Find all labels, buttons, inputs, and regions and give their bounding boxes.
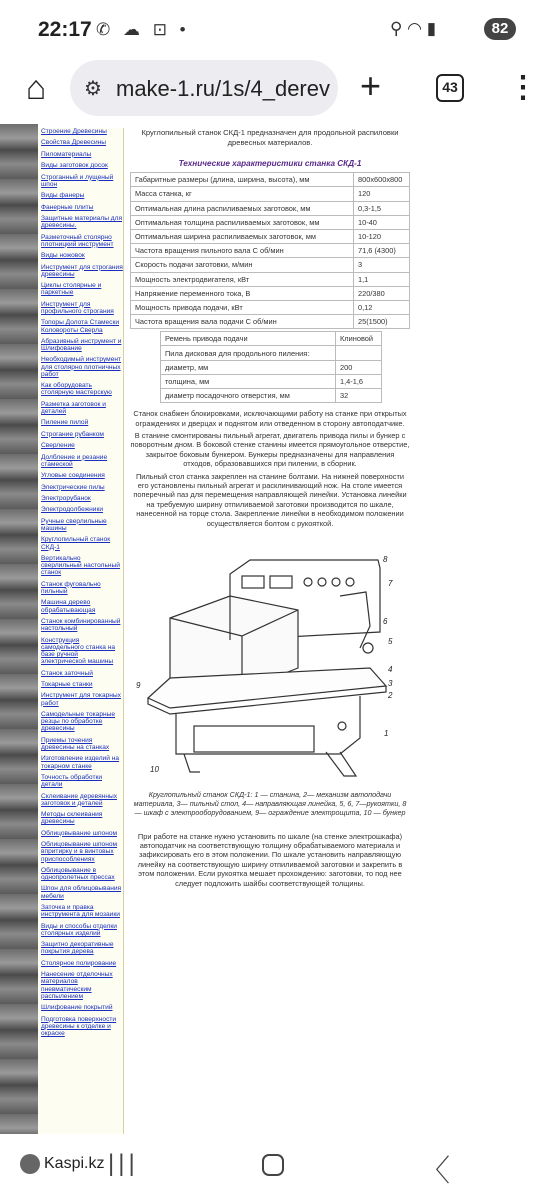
label-5: 5 [388, 637, 393, 647]
label-6: 6 [383, 617, 388, 627]
spec-value: 32 [336, 389, 382, 403]
kaspi-logo-icon [20, 1154, 40, 1174]
spec-label: Ремень привода подачи [161, 332, 336, 346]
spec-value: 120 [354, 187, 410, 201]
sidebar-link[interactable]: Подготовка поверхности древесины к отделке и окраске [41, 1015, 117, 1038]
label-8: 8 [383, 555, 388, 565]
stand-door [194, 726, 314, 752]
cabinet-knob-3 [332, 578, 340, 586]
spec-row [161, 346, 382, 360]
clock: 22:17 [38, 18, 92, 41]
sidebar-link[interactable]: Строгание рубанком [41, 430, 104, 438]
cabinet-knob-4 [346, 578, 354, 586]
article-intro: Круглопильный станок СКД-1 предназначен для продольной распиловки древесных материалов. [141, 128, 399, 147]
sidebar-link[interactable]: Пиление пилой [41, 419, 89, 427]
sidebar-link[interactable]: Шпон для облицовывания мебели [41, 885, 122, 900]
recents-icon[interactable]: ||| [108, 1150, 139, 1177]
arm [340, 592, 370, 648]
spec-value [336, 346, 382, 360]
notification-icons: ✆ ☁ ⊡ • [96, 20, 190, 39]
label-10: 10 [150, 765, 159, 775]
spec-row [161, 374, 382, 388]
spec-value: 25(1500) [354, 315, 410, 329]
sidebar-link[interactable]: Облицовывание шпоном впритирку и в винтовых приспособлениях [41, 841, 118, 863]
sidebar-link[interactable]: Приемы точения древесины на станках [41, 736, 110, 751]
spec-label: Пила дисковая для продольного пиления: [161, 346, 336, 360]
spec-row [131, 229, 410, 243]
status-bar [0, 0, 553, 58]
sidebar-link[interactable]: Заточка и правка инструмента для мозаики [41, 904, 120, 919]
sidebar-link[interactable]: Нанесение отделочных материалов пневматическим распылением [41, 971, 113, 1000]
url-text[interactable]: make-1.ru/1s/4_derev [116, 76, 330, 101]
spec-value: 3 [354, 258, 410, 272]
spec-row [131, 315, 410, 329]
article [130, 128, 410, 888]
decorative-photo-strip [0, 124, 38, 1134]
address-bar[interactable] [70, 60, 338, 116]
sidebar-link[interactable]: Долбление и резание стамеской [41, 453, 108, 468]
spec-row [131, 300, 410, 314]
new-tab-icon[interactable]: + [360, 65, 382, 106]
sidebar-link[interactable]: Виды ножовок [41, 252, 85, 260]
spec-value: Клиновой [336, 332, 382, 346]
sidebar-link[interactable]: Сверление [41, 442, 75, 450]
paragraph-operation: При работе на станке нужно установить по шкале (на стенке электрошкафа) автоподатчик на соответствующую толщину обрабатываемого материала и зафиксировать его в этом положении. По шкале установить направляющую линейку на соответствующую ширину отпиливаемой заготовки и закрепить в этом положении. Если рукоятка мешает прохождению: заготовки, то под нее следует подложить шайбы соответствующей толщины. [137, 831, 403, 888]
sidebar-link[interactable]: Станок комбинированный настольный [41, 617, 121, 633]
spec-value: 0,3-1,5 [354, 201, 410, 215]
stand-foot-left [184, 754, 200, 772]
spec-row [131, 201, 410, 215]
spec-row [131, 215, 410, 229]
spec-title: Технические характеристики станка СКД-1 [178, 159, 362, 169]
spec-label: Мощность электродвигателя, кВт [131, 272, 354, 286]
spec-value: 220/380 [354, 286, 410, 300]
label-4: 4 [388, 665, 393, 675]
spec-value: 0,12 [354, 300, 410, 314]
spec-label: Мощность привода подачи, кВт [131, 300, 354, 314]
sidebar-link[interactable]: Ручные сверлильные машины [41, 517, 107, 532]
spec-label: диаметр посадочного отверстия, мм [161, 389, 336, 403]
label-7: 7 [388, 579, 393, 589]
cabinet-knob-1 [304, 578, 312, 586]
site-settings-icon[interactable]: ⚙ [84, 78, 102, 100]
sidebar-link[interactable]: Циклы столярные и паркетные [41, 282, 102, 297]
cabinet-window-1 [242, 576, 264, 588]
spec-value: 200 [336, 360, 382, 374]
system-icons: ⚲ ◠ ▮ [390, 19, 437, 38]
sidebar-link[interactable]: Топоры Долота Стамески Коловороты Сверла [41, 319, 120, 334]
sidebar-link[interactable]: Электрические пилы [41, 483, 105, 491]
tab-switcher-button[interactable]: 43 [436, 74, 464, 102]
spec-row [131, 286, 410, 300]
machine-drawing-svg [130, 540, 410, 788]
sidebar-link[interactable]: Самодельные токарные резцы по обработке древесины [41, 710, 116, 733]
sidebar-link[interactable]: Вертикально сверлильный настольный станок [41, 554, 120, 577]
kaspi-label: Kaspi.kz [44, 1155, 105, 1173]
sidebar-link[interactable]: Строение Древесины [41, 128, 107, 135]
sidebar-link[interactable]: Защитно декоративные покрытия дерева [41, 941, 114, 956]
sidebar-nav [38, 128, 124, 1134]
nav-home-icon[interactable] [262, 1154, 284, 1176]
sidebar-link[interactable]: Шлифование покрытий [41, 1004, 113, 1012]
sidebar-link[interactable]: Токарные станки [41, 680, 93, 688]
spec-label: диаметр, мм [161, 360, 336, 374]
sidebar-link[interactable]: Станок фуговально пильный [41, 580, 101, 595]
sidebar-link[interactable]: Методы склеивания древесины [41, 811, 103, 826]
spec-value: 10-40 [354, 215, 410, 229]
spec-label: Напряжение переменного тока, В [131, 286, 354, 300]
spec-value: 71,6 (4300) [354, 244, 410, 258]
label-9: 9 [136, 681, 141, 691]
spec-row [131, 272, 410, 286]
sidebar-link[interactable]: Электродолбежники [41, 506, 104, 514]
spec-row [161, 360, 382, 374]
spec-label: толщина, мм [161, 374, 336, 388]
spec-label: Масса станка, кг [131, 187, 354, 201]
spec-label: Частота вращения пильного вала С об/мин [131, 244, 354, 258]
sidebar-link[interactable]: Абразивный инструмент и Шлифование [41, 337, 122, 353]
spec-label: Оптимальная длина распиливаемых заготовок, мм [131, 201, 354, 215]
spec-label: Габаритные размеры (длина, ширина, высота), мм [131, 173, 354, 187]
spec-label: Оптимальная толщина распиливаемых заготовок, мм [131, 215, 354, 229]
spec-value: 1,1 [354, 272, 410, 286]
spec-label: Частота вращения вала подачи С об/мин [131, 315, 354, 329]
sidebar-link[interactable]: Свойства Древесины [41, 139, 107, 147]
sidebar-link[interactable]: Станок заточный [41, 669, 93, 677]
spec-value: 1,4-1,6 [336, 374, 382, 388]
machine-drawing [130, 540, 410, 788]
overflow-menu-icon[interactable]: ⋮ [508, 71, 538, 104]
label-2: 2 [388, 691, 393, 701]
paragraph-blocking: Станок снабжен блокировками, исключающими работу на станке при открытых ограждениях и дверцах и поднятом или отведенном в сторону автоподатчике. [133, 409, 407, 428]
spec-table [130, 172, 410, 329]
sidebar-link[interactable]: Фанерные плиты [41, 203, 94, 211]
spec-row [131, 173, 410, 187]
system-nav-bar [0, 1134, 553, 1200]
stand-foot [326, 752, 356, 776]
spec-label: Оптимальная ширина распиливаемых заготовок, мм [131, 229, 354, 243]
spec-row [131, 244, 410, 258]
sidebar-link[interactable]: Пиломатериалы [41, 150, 92, 158]
sidebar-link[interactable]: Машина дерево обрабатывающая [41, 599, 96, 614]
paragraph-frame: В станине смонтированы пильный агрегат, двигатель привода пилы и бункер с поворотным дном. В боковой стенке станины имеется прямоугольное отверстие, закрытое боковым бункером. Бункеры предназначены для направления отходов, образовавшихся при пилении, в сборник. [130, 431, 410, 469]
sidebar-link[interactable]: Конструкция самодельного станка на базе ручной электрической машины [41, 636, 116, 666]
sidebar-link[interactable]: Строганный и лущеный шпон [41, 173, 114, 188]
label-1: 1 [384, 729, 389, 739]
sidebar-link[interactable]: Виды и способы отделки столярных изделий [41, 922, 117, 937]
spec-row [131, 258, 410, 272]
home-icon[interactable]: ⌂ [25, 69, 47, 107]
sidebar-link[interactable]: Облицовывание шпоном [41, 829, 118, 837]
paragraph-table: Пильный стол станка закреплен на станине болтами. На нижней поверхности его установлены пильный агрегат и расклинивающий нож. На столе имеется поперечный паз для перемещения направляющей линейки. Установка линейки на требуемую ширину отпиливаемой заготовки производится по шкале, нанесенной на торце стола. Закрепление линейки в необходимом положении осуществляется болтом с рукояткой. [133, 471, 407, 528]
cabinet-window-2 [270, 576, 292, 588]
sidebar-link[interactable]: Угловые соединения [41, 472, 105, 480]
label-3: 3 [388, 679, 393, 689]
sidebar-link[interactable]: Инструмент для профильного строгания [41, 300, 114, 315]
back-icon[interactable]: 〈 [420, 1155, 450, 1188]
sidebar-link[interactable]: Круглопильный станок СКД-1 [41, 536, 111, 551]
sidebar-link[interactable]: Облицовывание в однопролетных прессах [41, 866, 115, 882]
sidebar-link[interactable]: Склеивание деревянных заготовок и деталей [41, 792, 118, 807]
battery-badge: 82 [484, 18, 516, 40]
cabinet-knob-2 [318, 578, 326, 586]
sidebar-link[interactable]: Столярное полирование [41, 959, 117, 967]
sidebar-link[interactable]: Изготовление изделий на токарном станке [41, 755, 120, 770]
sidebar-link[interactable]: Как оборудовать столярную мастерскую [41, 382, 112, 397]
sidebar-link[interactable]: Виды фанеры [41, 192, 85, 200]
sidebar-link[interactable]: Инструмент для токарных работ [41, 692, 121, 707]
saw-spec-table [160, 331, 382, 403]
handle-knob [363, 643, 373, 653]
browser-toolbar [0, 58, 553, 124]
spec-label: Скорость подачи заготовки, м/мин [131, 258, 354, 272]
spec-row [161, 389, 382, 403]
sidebar-link[interactable]: Разметочный столярно плотницкий инструмент [41, 233, 114, 248]
spec-row [131, 187, 410, 201]
figure-caption: Круглопильный станок СКД-1: 1 — станина, 2— механизм автоподачи материала, 3— пильный стол, 4— направляющая линейка, 5, 6, 7—рукоятки, 8 — шкаф с электрооборудованием, 9— ограждение электрощита, 10 — бункер [133, 790, 407, 818]
spec-value: 800x600x800 [354, 173, 410, 187]
sidebar-link[interactable]: Необходимый инструмент для столярно плотничных работ [41, 356, 122, 378]
kaspi-shortcut[interactable] [20, 1154, 104, 1174]
sidebar-link[interactable]: Электрорубанок [41, 495, 91, 503]
spec-value: 10-120 [354, 229, 410, 243]
sidebar-link[interactable]: Разметка заготовок и деталей [41, 400, 106, 416]
sidebar-link[interactable]: Инструмент для строгания древесины [41, 263, 123, 278]
sidebar-link[interactable]: Точность обработки детали [41, 773, 103, 789]
sidebar-link[interactable]: Виды заготовок досок [41, 162, 108, 170]
stand-bolt [338, 722, 346, 730]
sidebar-link[interactable]: Защитные материалы для древесины. [41, 214, 123, 230]
web-page [0, 124, 553, 1134]
spec-row [161, 332, 382, 346]
